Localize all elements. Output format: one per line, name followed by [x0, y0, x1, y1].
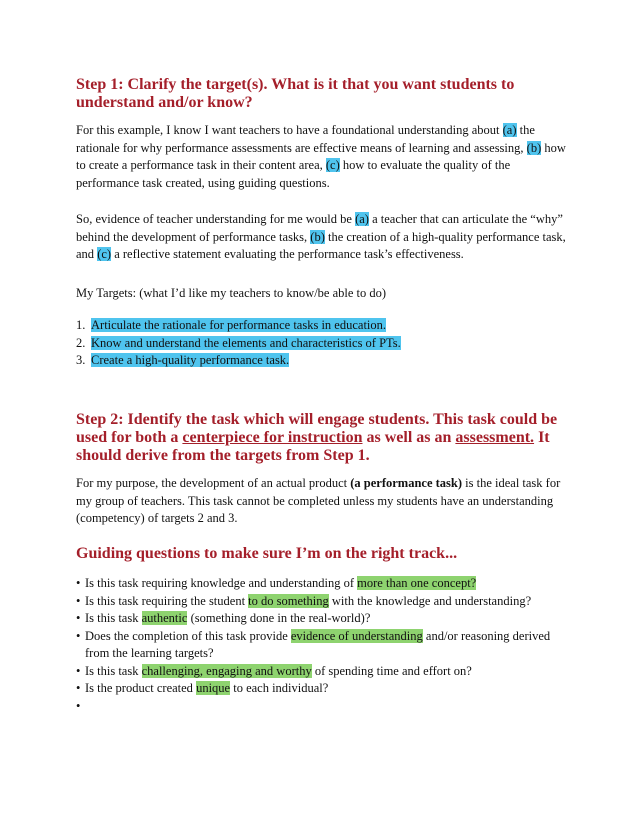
list-number: 3.	[76, 353, 86, 367]
text: the creation of a high-quality performance task, and	[76, 229, 566, 261]
highlight: to do something	[248, 593, 329, 608]
underlined-text: assessment.	[455, 429, 535, 446]
list-item	[76, 575, 576, 593]
highlight-b: (b)	[526, 140, 542, 155]
list-item	[76, 663, 576, 681]
text: as well as an	[362, 429, 456, 446]
text: Is this task requiring knowledge and understanding of	[85, 576, 358, 590]
list-item	[76, 317, 576, 335]
highlight: evidence of understanding	[290, 628, 423, 643]
target-text: Create a high-quality performance task.	[91, 353, 290, 367]
text: It should derive from the targets from Step 1.	[76, 429, 550, 464]
highlight-a: (a)	[355, 212, 369, 226]
text: (something done in the real-world)?	[187, 611, 371, 625]
highlight-c: (c)	[325, 158, 340, 172]
target-text: Articulate the rationale for performance tasks in education.	[91, 318, 387, 332]
text: the rationale for why performance assessments are effective means of learning and assessing,	[76, 123, 535, 155]
step1-paragraph-1	[76, 122, 576, 192]
bold-text: (a performance task)	[350, 476, 463, 490]
step2-heading	[76, 411, 576, 465]
text: and/or reasoning derived from the learning targets?	[85, 628, 551, 660]
highlight: more than one concept?	[357, 576, 477, 590]
highlight-a: (a)	[502, 123, 517, 137]
list-item	[76, 628, 576, 663]
list-number: 1.	[76, 318, 86, 332]
text: Is this task	[85, 663, 142, 678]
list-item	[76, 680, 576, 698]
text: how to create a performance task in their content area,	[76, 140, 566, 172]
list-number: 2.	[76, 335, 86, 350]
targets-list	[76, 317, 576, 370]
guiding-questions-list	[76, 575, 576, 715]
text: For my purpose, the development of an actual product	[76, 476, 351, 490]
text: Is the product created	[85, 681, 197, 695]
text: Does the completion of this task provide	[85, 628, 291, 643]
step1-paragraph-2	[76, 211, 576, 264]
list-item	[76, 593, 576, 611]
list-item-empty	[76, 698, 576, 716]
target-text: Know and understand the elements and characteristics of PTs.	[91, 335, 401, 350]
step2-paragraph	[76, 475, 576, 528]
text: to each individual?	[230, 681, 329, 695]
text: Is this task	[85, 611, 142, 625]
highlight-b: (b)	[310, 229, 325, 244]
targets-intro: My Targets: (what I’d like my teachers to know/be able to do)	[76, 286, 387, 300]
text: Is this task requiring the student	[85, 593, 249, 608]
underlined-text: centerpiece for instruction	[182, 429, 363, 446]
text: For this example, I know I want teachers to have a foundational understanding about	[76, 123, 503, 137]
text: of spending time and effort on?	[311, 663, 472, 678]
highlight: authentic	[141, 611, 188, 625]
text: with the knowledge and understanding?	[328, 593, 532, 608]
list-item	[76, 352, 576, 370]
text: how to evaluate the quality of the performance task created, using guiding questions.	[76, 158, 511, 190]
text: Step 2: Identify the task which will engage students. This task could be used for both a	[76, 411, 558, 446]
text: So, evidence of teacher understanding for me would be	[76, 212, 356, 226]
text: a teacher that can articulate the “why” behind the development of performance tasks,	[76, 212, 563, 244]
step1-heading: Step 1: Clarify the target(s). What is it that you want students to understand and/or know?	[76, 76, 515, 111]
text: a reflective statement evaluating the performance task’s effectiveness.	[111, 247, 464, 261]
text: is the ideal task for my group of teachers. This task cannot be completed unless my students have an understanding (competency) of targets 2 and 3.	[76, 476, 561, 525]
highlight: challenging, engaging and worthy	[141, 663, 312, 678]
list-item	[76, 610, 576, 628]
list-item	[76, 335, 576, 353]
highlight-c: (c)	[97, 247, 112, 261]
highlight: unique	[196, 681, 231, 695]
guiding-heading: Guiding questions to make sure I’m on the right track...	[76, 545, 458, 562]
